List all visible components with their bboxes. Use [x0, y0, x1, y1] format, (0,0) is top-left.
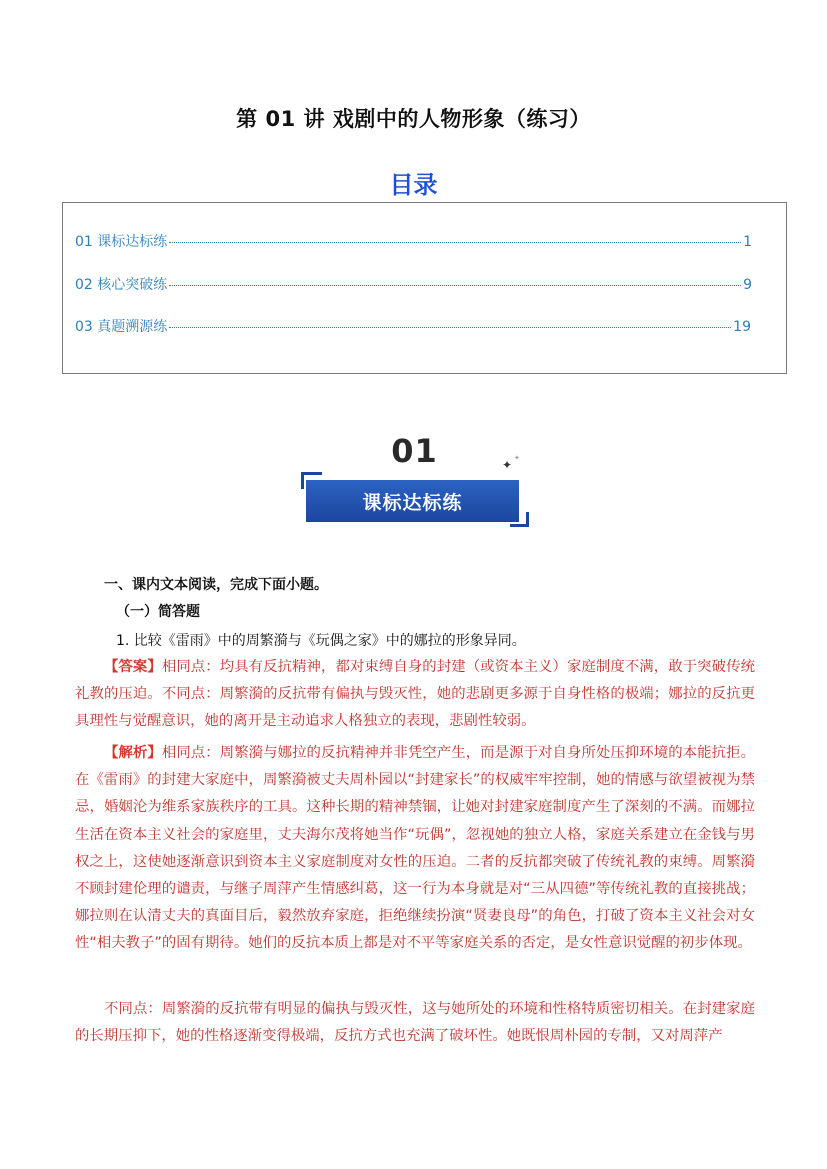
- toc-item-2[interactable]: [75, 274, 752, 294]
- toc-item-page: 19: [733, 319, 751, 335]
- toc-heading: 目录: [389, 171, 438, 199]
- answer-text: 相同点：均具有反抗精神，都对束缚自身的封建（或资本主义）家庭制度不满，敢于突破传统礼教的压迫。不同点：周繁漪的反抗带有偏执与毁灭性，她的悲剧更多源于自身性格的极端；娜拉的反抗更具理性与觉醒意识，她的离开是主动追求人格独立的表现，悲剧性较弱。: [75, 659, 755, 730]
- answer-paragraph: [75, 654, 755, 736]
- question-1: 1. 比较《雷雨》中的周繁漪与《玩偶之家》中的娜拉的形象异同。: [116, 633, 526, 649]
- corner-bracket-bottom-right: [510, 512, 529, 527]
- toc-item-label: 01 课标达标练: [75, 234, 168, 250]
- banner-number: 01: [391, 432, 438, 470]
- sparkle-icon: ✦: [502, 458, 513, 472]
- toc-item-page: 1: [743, 234, 752, 250]
- analysis-tag: 【解析】: [104, 745, 162, 761]
- answer-tag: 【答案】: [104, 659, 162, 675]
- section-heading: 一、课内文本阅读，完成下面小题。: [104, 577, 328, 593]
- toc-item-1[interactable]: [75, 231, 752, 251]
- toc-leader-dots: [169, 285, 741, 286]
- difference-paragraph: [75, 996, 755, 1050]
- difference-text: 不同点：周繁漪的反抗带有明显的偏执与毁灭性，这与她所处的环境和性格特质密切相关。在封建家庭的长期压抑下，她的性格逐渐变得极端，反抗方式也充满了破坏性。她既恨周朴园的专制，又对周萍产: [75, 1001, 755, 1045]
- sparkle-small-icon: ✦: [514, 454, 520, 462]
- document-title: 第 01 讲 戏剧中的人物形象（练习）: [236, 107, 591, 131]
- toc-leader-dots: [169, 327, 731, 328]
- toc-item-label: 02 核心突破练: [75, 277, 168, 293]
- table-of-contents: [62, 202, 787, 374]
- section-banner: [297, 432, 532, 532]
- analysis-paragraph: [75, 740, 755, 958]
- toc-leader-dots: [169, 242, 741, 243]
- toc-item-label: 03 真题溯源练: [75, 319, 168, 335]
- toc-item-page: 9: [743, 277, 752, 293]
- subsection-heading: （一）简答题: [116, 604, 200, 620]
- analysis-text: 相同点：周繁漪与娜拉的反抗精神并非凭空产生，而是源于对自身所处压抑环境的本能抗拒。在《雷雨》的封建大家庭中，周繁漪被丈夫周朴园以“封建家长”的权威牢牢控制，她的情感与欲望被视为禁忌，婚姻沦为维系家族秩序的工具。这种长期的精神禁锢，让她对封建家庭制度产生了深刻的不满。而娜拉生活在资本主义社会的家庭里，丈夫海尔茂将她当作“玩偶”，忽视她的独立人格，家庭关系建立在金钱与男权之上，这使她逐渐意识到资本主义家庭制度对女性的压迫。二者的反抗都突破了传统礼教的束缚。周繁漪不顾封建伦理的谴责，与继子周萍产生情感纠葛，这一行为本身就是对“三从四德”等传统礼教的直接挑战；娜拉则在认清丈夫的真面目后，毅然放弃家庭，拒绝继续扮演“贤妻良母”的角色，打破了资本主义社会对女性“相夫教子”的固有期待。她们的反抗本质上都是对不平等家庭关系的否定，是女性意识觉醒的初步体现。: [75, 745, 755, 952]
- toc-item-3[interactable]: [75, 316, 751, 336]
- banner-label: 课标达标练: [306, 480, 519, 522]
